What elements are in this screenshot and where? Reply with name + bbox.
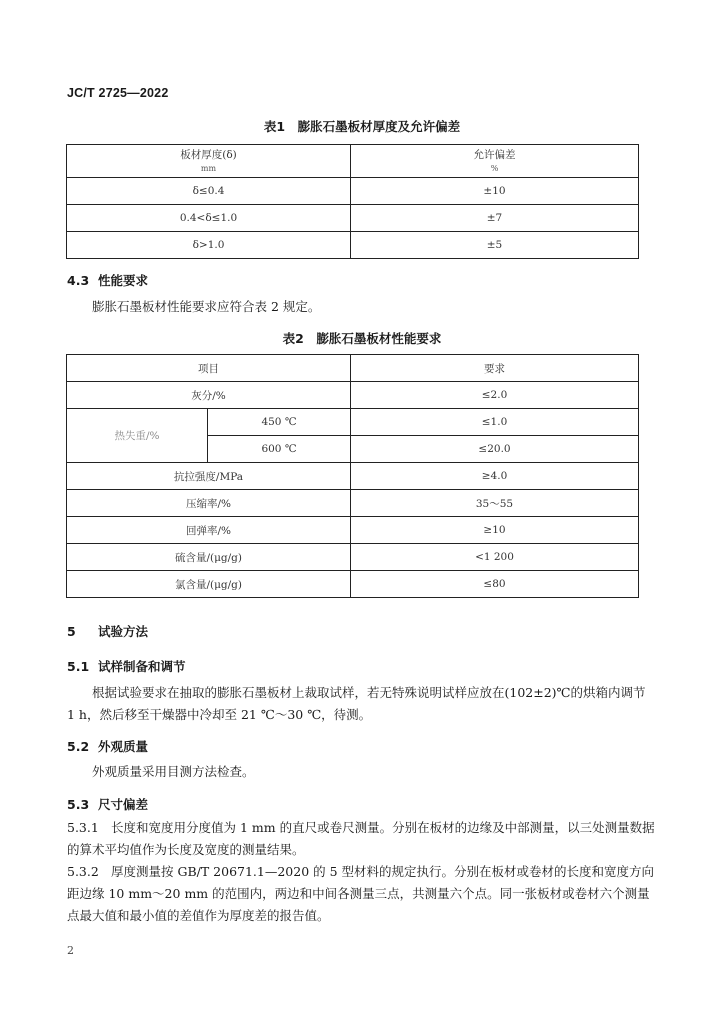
section-number: 5 [67,624,76,639]
clause-5-3-2 [67,861,657,927]
section-5-3-heading [67,795,148,813]
thickness-cell: 0.4<δ≤1.0 [67,205,351,232]
tolerance-cell: ±7 [351,205,639,232]
section-title: 外观质量 [98,739,149,754]
tolerance-cell: ±10 [351,178,639,205]
table-row [67,571,639,598]
clause-number: 5.3.2 [67,864,99,879]
table-row [67,490,639,517]
requirement-cell: 35～55 [351,490,639,517]
table-row [67,232,639,259]
header-unit: % [490,164,499,173]
requirement-cell: ≤2.0 [351,382,639,409]
section-5-1-body: 根据试验要求在抽取的膨胀石墨板材上裁取试样，若无特殊说明试样应放在(102±2)℃的烘箱内调节 1 h，然后移至干燥器中冷却至 21 ℃～30 ℃，待测。 [67,685,646,722]
thickness-cell: δ>1.0 [67,232,351,259]
table2-caption: 表2 膨胀石墨板材性能要求 [282,331,442,346]
clause-5-3-1 [67,817,657,861]
page-number: 2 [67,944,74,957]
section-5-heading [67,622,148,640]
table2-header-item: 项目 [67,355,351,382]
section-5-1-heading [67,657,186,675]
table1-header-row [67,145,639,178]
header-label: 板材厚度(δ) [180,149,237,161]
temperature-cell: 450 ℃ [208,409,351,436]
section-4-3-body: 膨胀石墨板材性能要求应符合表 2 规定。 [92,299,321,314]
section-title: 性能要求 [98,273,149,288]
section-number: 5.3 [67,797,90,812]
item-cell: 压缩率/% [67,490,351,517]
item-cell: 回弹率/% [67,517,351,544]
item-cell: 灰分/% [67,382,351,409]
table-row [67,178,639,205]
section-title: 试验方法 [98,624,149,639]
requirement-cell: ≥10 [351,517,639,544]
requirement-cell: ≤20.0 [351,436,639,463]
table1 [66,144,639,259]
section-number: 5.1 [67,659,90,674]
table1-header-tolerance [351,145,639,178]
table1-header-thickness [67,145,351,178]
table-row [67,517,639,544]
thickness-cell: δ≤0.4 [67,178,351,205]
section-title: 试样制备和调节 [98,659,186,674]
section-title: 尺寸偏差 [98,797,149,812]
header-label: 允许偏差 [473,149,516,161]
table-row [67,382,639,409]
standard-number: JC/T 2725—2022 [67,86,169,100]
section-5-2-heading [67,737,148,755]
section-number: 4.3 [67,273,90,288]
section-number: 5.2 [67,739,90,754]
clause-number: 5.3.1 [67,820,99,835]
item-cell: 硫含量/(μg/g) [67,544,351,571]
table2-header-requirement: 要求 [351,355,639,382]
item-cell: 热失重/% [67,409,208,463]
header-unit: mm [200,164,217,173]
clause-text: 厚度测量按 GB/T 20671.1—2020 的 5 型材料的规定执行。分别在板材或卷材的长度和宽度方向距边缘 10 mm～20 mm 的范围内，两边和中间各测量三点，共测量六个点。同一张板材或卷材六个测量点最大值和最小值的差值作为厚度差的报告值。 [67,864,655,923]
table-row [67,409,639,436]
table1-caption: 表1 膨胀石墨板材厚度及允许偏差 [263,119,461,134]
requirement-cell: ≤1.0 [351,409,639,436]
item-cell: 抗拉强度/MPa [67,463,351,490]
section-4-3-heading [67,271,148,289]
requirement-cell: <1 200 [351,544,639,571]
clause-text: 长度和宽度用分度值为 1 mm 的直尺或卷尺测量。分别在板材的边缘及中部测量，以三处测量数据的算术平均值作为长度及宽度的测量结果。 [67,820,655,857]
table2-header-row [67,355,639,382]
requirement-cell: ≥4.0 [351,463,639,490]
table2 [66,354,639,598]
item-cell: 氯含量/(μg/g) [67,571,351,598]
section-5-2-body: 外观质量采用目测方法检查。 [92,764,255,779]
table-row [67,463,639,490]
table-row [67,205,639,232]
temperature-cell: 600 ℃ [208,436,351,463]
requirement-cell: ≤80 [351,571,639,598]
tolerance-cell: ±5 [351,232,639,259]
table-row [67,544,639,571]
